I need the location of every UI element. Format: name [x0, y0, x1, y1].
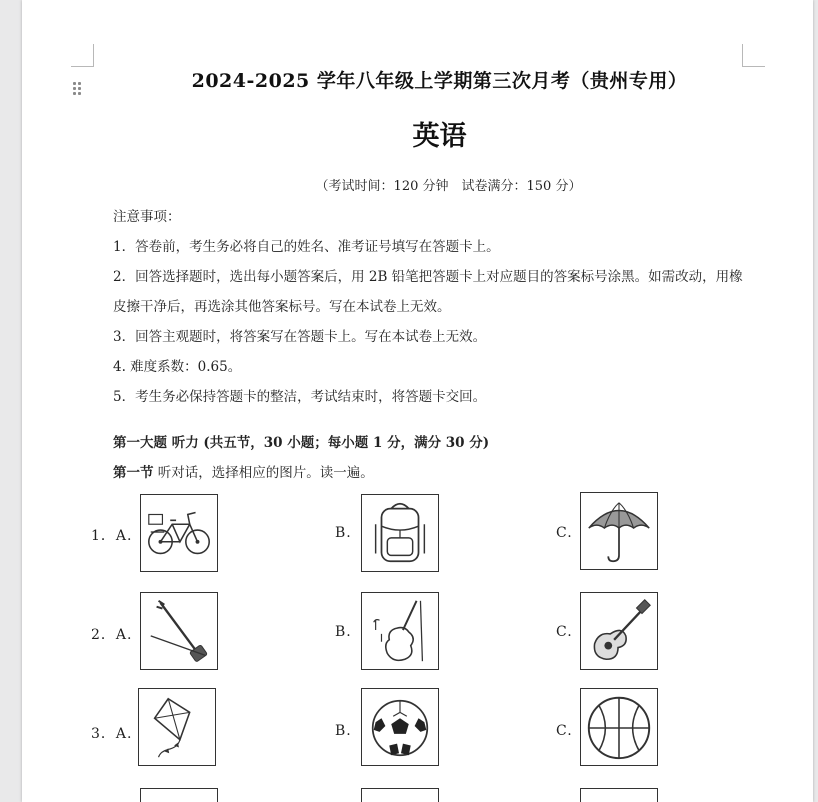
guitar-icon [581, 593, 657, 669]
exam-subject: 英语 [412, 121, 467, 152]
note-item: 4. 难度系数：0.65。 [113, 359, 242, 375]
q2-option-c-image[interactable] [580, 592, 658, 670]
notes-heading: 注意事项： [113, 209, 181, 225]
q1-option-c-label: C. [556, 525, 573, 541]
q3-option-a-image[interactable] [138, 688, 216, 766]
margin-corner-top-right [742, 44, 765, 67]
q2-option-a-image[interactable] [140, 592, 218, 670]
document-page [22, 0, 813, 802]
section-instruction [113, 461, 374, 481]
q1-option-a-label: 1．A. [91, 528, 133, 544]
q2-option-b-image[interactable] [361, 592, 439, 670]
q3-option-c-label: C. [556, 723, 573, 739]
part1-heading: 第一大题 听力 (共五节，30 小题；每小题 1 分，满分 30 分) [113, 435, 490, 451]
section-text: 听对话，选择相应的图片。读一遍。 [153, 465, 374, 481]
note-item: 1．答卷前，考生务必将自己的姓名、准考证号填写在答题卡上。 [113, 239, 500, 255]
margin-corner-top-left [71, 44, 94, 67]
umbrella-icon [581, 493, 657, 569]
soccer-ball-icon [362, 689, 438, 765]
erhu-icon [141, 593, 217, 669]
q2-option-c-label: C. [556, 624, 573, 640]
note-item: 皮擦干净后，再选涂其他答案标号。写在本试卷上无效。 [113, 299, 451, 315]
q4-option-a-image[interactable] [140, 788, 218, 802]
section-label: 第一节 [113, 465, 154, 481]
q1-option-b-image[interactable] [361, 494, 439, 572]
exam-title: 2024-2025 学年八年级上学期第三次月考（贵州专用） [191, 70, 688, 92]
note-item: 2．回答选择题时，选出每小题答案后，用 2B 铅笔把答题卡上对应题目的答案标号涂黑。如需改动，用橡 [113, 269, 743, 285]
q4-option-b-image[interactable] [361, 788, 439, 802]
q3-option-b-image[interactable] [361, 688, 439, 766]
q3-option-a-label: 3．A. [91, 726, 133, 742]
violin-icon [362, 593, 438, 669]
backpack-icon [362, 495, 438, 571]
q1-option-a-image[interactable] [140, 494, 218, 572]
kite-icon [139, 689, 215, 765]
note-item: 3．回答主观题时，将答案写在答题卡上。写在本试卷上无效。 [113, 329, 487, 345]
q3-option-c-image[interactable] [580, 688, 658, 766]
basketball-icon [581, 689, 657, 765]
q2-option-a-label: 2．A. [91, 627, 133, 643]
q2-option-b-label: B. [335, 624, 352, 640]
q1-option-b-label: B. [335, 525, 352, 541]
exam-meta: （考试时间：120 分钟 试卷满分：150 分） [315, 179, 582, 194]
q1-option-c-image[interactable] [580, 492, 658, 570]
note-item: 5．考生务必保持答题卡的整洁，考试结束时，将答题卡交回。 [113, 389, 487, 405]
q3-option-b-label: B. [335, 723, 352, 739]
bicycle-icon [141, 495, 217, 571]
q4-option-c-image[interactable] [580, 788, 658, 802]
